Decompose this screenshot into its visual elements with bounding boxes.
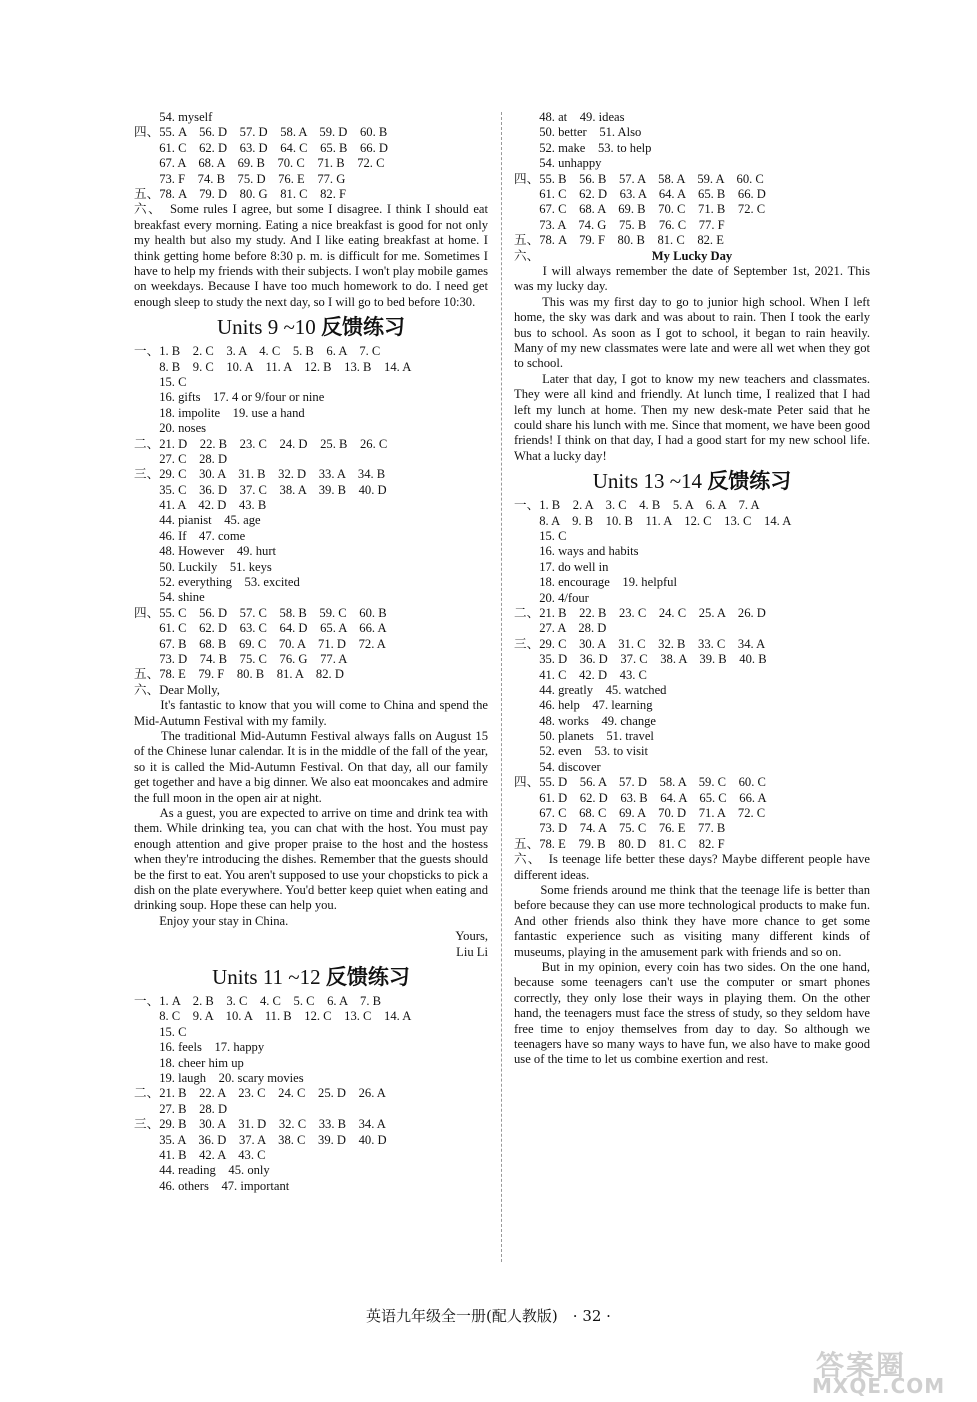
answer-line: 48. However 49. hurt [134, 544, 277, 559]
column-divider [501, 112, 502, 1262]
answer-line: 15. C [134, 1024, 187, 1039]
paragraph [514, 960, 870, 1068]
answer-line: 52. make 53. to help [514, 140, 652, 155]
answer-line: 二、21. B 22. A 23. C 24. C 25. D 26. A [134, 1086, 386, 1101]
answer-line: 二、21. B 22. B 23. C 24. C 25. A 26. D [514, 605, 766, 620]
answer-line: 50. Luckily 51. keys [134, 559, 272, 574]
section-label: 六、 [134, 202, 156, 217]
answer-line: 44. greatly 45. watched [514, 682, 667, 697]
paragraph-text: The traditional Mid-Autumn Festival always falls on August 15 of the Chinese lunar calendar. It is in the middle of the fall of the year, so it is called the Mid-Autumn Festival. On that day, all our family get together and have a big dinner. We also eat mooncakes and admire the full moon in the open air at night. [134, 729, 489, 805]
section-label: 六、 [514, 852, 536, 867]
answer-line: 67. A 68. A 69. B 70. C 71. B 72. C [134, 156, 385, 171]
answer-line: 61. C 62. D 63. C 64. D 65. A 66. A [134, 621, 387, 636]
answer-line: 54. myself [134, 110, 213, 124]
answer-line: 61. D 62. D 63. B 64. A 65. C 66. A [514, 790, 767, 805]
answer-line: 20. noses [134, 421, 207, 436]
answer-line: 67. B 68. B 69. C 70. A 71. D 72. A [134, 636, 386, 651]
letter-body [134, 698, 488, 929]
paragraph-text: Enjoy your stay in China. [159, 913, 289, 928]
essay-rules [134, 202, 488, 310]
answer-line: 41. B 42. A 43. C [134, 1148, 266, 1162]
paragraph-text: This was my first day to go to junior high school. When I left home, the sky was dark and was about to rain. Then I took the early bus to school. As soon as I got to school, it began to rain heavily. Many of my new classmates were late and were all wet when they got to school. [514, 294, 870, 371]
title-cn: 反馈练习 [321, 315, 406, 340]
answer-line: 四、55. B 56. B 57. A 58. A 59. A 60. C [514, 171, 764, 186]
paragraph [514, 852, 870, 883]
title-units: Units 11 ~12 [212, 965, 326, 990]
greeting: Dear Molly, [159, 682, 220, 697]
paragraph-text: I will always remember the date of September 1st, 2021. This was my lucky day. [514, 263, 871, 294]
essay-teenage-life [514, 852, 870, 1068]
essay-lucky-day [514, 264, 870, 464]
section-title-units-11-12 [134, 962, 488, 992]
answer-line: 三、29. B 30. A 31. D 32. C 33. B 34. A [134, 1117, 386, 1132]
book-title: 英语九年级全一册(配人教版) [366, 1307, 558, 1325]
answer-line: 五、78. A 79. F 80. B 81. C 82. E [514, 233, 724, 248]
answer-line: 27. C 28. D [134, 451, 228, 466]
left-column [134, 110, 488, 1194]
title-cn: 反馈练习 [325, 965, 410, 990]
watermark-logo [806, 1344, 966, 1396]
answer-block-top-right [514, 110, 870, 249]
answer-block-top-left [134, 110, 488, 202]
paragraph [134, 729, 488, 806]
section-label: 六、 [134, 682, 160, 697]
answer-line: 18. encourage 19. helpful [514, 575, 677, 590]
page-footer [0, 1305, 977, 1326]
letter-signature: Liu Li [456, 944, 488, 959]
watermark-bottom: MXQE.COM [812, 1374, 946, 1398]
answer-line: 18. cheer him up [134, 1055, 244, 1070]
answer-line: 五、78. E 79. F 80. B 81. A 82. D [134, 667, 344, 682]
answer-line: 73. D 74. B 75. C 76. G 77. A [134, 652, 348, 666]
answer-line: 一、1. A 2. B 3. C 4. C 5. C 6. A 7. B [134, 994, 382, 1009]
answer-line: 48. works 49. change [514, 713, 657, 728]
answer-line: 18. impolite 19. use a hand [134, 405, 305, 420]
answer-line: 17. do well in [514, 559, 609, 574]
section-label: 六、 [514, 248, 540, 263]
answer-line: 41. A 42. D 43. B [134, 498, 267, 513]
answer-line: 27. B 28. D [134, 1101, 228, 1116]
paragraph [134, 806, 488, 914]
answer-line: 73. D 74. A 75. C 76. E 77. B [514, 821, 726, 836]
answer-line: 15. C [134, 374, 187, 389]
letter-closing: Yours, [455, 929, 488, 944]
answer-line: 61. C 62. D 63. D 64. C 65. B 66. D [134, 140, 388, 155]
answer-line: 15. C [514, 528, 567, 543]
paragraph-text: Is teenage life better these days? Maybe different people have different ideas. [514, 852, 871, 882]
answer-line: 46. help 47. learning [514, 698, 653, 713]
answer-line: 一、1. B 2. A 3. C 4. B 5. A 6. A 7. A [514, 498, 760, 513]
answer-line: 54. shine [134, 590, 205, 605]
answer-line: 三、29. C 30. A 31. B 32. D 33. A 34. B [134, 467, 386, 482]
answer-line: 61. C 62. D 63. A 64. A 65. B 66. D [514, 186, 766, 201]
answer-line: 四、55. A 56. D 57. D 58. A 59. D 60. B [134, 125, 388, 140]
answer-line: 50. planets 51. travel [514, 729, 654, 744]
letter-greeting [134, 683, 488, 698]
answer-line: 52. everything 53. excited [134, 575, 300, 590]
title-cn: 反馈练习 [707, 469, 792, 494]
paragraph [514, 372, 870, 464]
answer-line: 20. 4/four [514, 590, 589, 605]
answer-line: 54. discover [514, 759, 601, 774]
answer-line: 35. A 36. D 37. A 38. C 39. D 40. D [134, 1132, 387, 1147]
answer-line: 73. F 74. B 75. D 76. E 77. G [134, 171, 346, 186]
answer-line: 19. laugh 20. scary movies [134, 1071, 304, 1086]
answer-line: 46. others 47. important [134, 1178, 290, 1193]
watermark-top: 答案圈 [816, 1349, 907, 1382]
page-number: · 32 · [572, 1307, 611, 1325]
answer-line: 41. C 42. D 43. C [514, 667, 647, 682]
paragraph-text: But in my opinion, every coin has two sides. On the one hand, because some teenagers can't use the computer or smart phones correctly, they only lose their ways in playing them. On the other hand, the teenagers must face the stress of study, so they seldom have free time to enjoy themselves from day to day. So although we teenagers have so many ways to have fun, we also have to make good use of the time to let us combine exertion and rest. [514, 960, 870, 1067]
answer-line: 44. reading 45. only [134, 1163, 270, 1178]
answer-line: 50. better 51. Also [514, 125, 642, 140]
answer-line: 67. C 68. A 69. B 70. C 71. B 72. C [514, 202, 766, 217]
paragraph [514, 295, 870, 372]
answer-line: 44. pianist 45. age [134, 513, 261, 528]
paragraph-text: As a guest, you are expected to arrive on time and drink tea with them. While drinking tea, you can chat with the host. You must pay enough attention and give proper praise to the host and the hostess when they're introducing the dishes. Remember that the guests should be the first to eat. You aren't supposed to use your chopsticks to pick a dish on the plate everywhere. You'd better keep quiet when eating and drinking soup. Hope these can help you. [134, 806, 489, 913]
answer-line: 五、78. E 79. B 80. D 81. C 82. F [514, 836, 725, 851]
right-column [514, 110, 870, 1068]
answer-line: 二、21. D 22. B 23. C 24. D 25. B 26. C [134, 436, 388, 451]
section-title-units-13-14 [514, 466, 870, 496]
answer-line: 16. ways and habits [514, 544, 639, 559]
section-title-units-9-10 [134, 312, 488, 342]
paragraph-text: It's fantastic to know that you will come to China and spend the Mid-Autumn Festival with my family. [134, 698, 488, 728]
answer-line: 27. A 28. D [514, 621, 607, 636]
answer-block-units-11-12 [134, 994, 488, 1194]
answer-line: 67. C 68. C 69. A 70. D 71. A 72. C [514, 806, 766, 821]
answer-line: 48. at 49. ideas [514, 110, 625, 124]
answer-line: 8. C 9. A 10. A 11. B 12. C 13. C 14. A [134, 1009, 412, 1024]
answer-line: 一、1. B 2. C 3. A 4. C 5. B 6. A 7. C [134, 344, 381, 359]
paragraph [134, 698, 488, 729]
answer-line: 54. unhappy [514, 156, 602, 171]
answer-line: 8. A 9. B 10. B 11. A 12. C 13. C 14. A [514, 513, 792, 528]
answer-block-units-13-14 [514, 498, 870, 852]
title-units: Units 13 ~14 [592, 469, 708, 494]
answer-block-units-9-10 [134, 344, 488, 683]
essay-text: Some rules I agree, but some I disagree. I think I should eat breakfast every morning. Eating a nice breakfast is good for not only my health but also my study. And I like eating breakfast at home. I think getting home before 8:30 p. m. is difficult for me. Sometimes I have to help my friends with their subjects. I won't play mobile games on weekdays. Because I have too much homework to do. I need get enough sleep to study the next day, so I will go to bed before 10:30. [134, 202, 489, 309]
answer-line: 16. feels 17. happy [134, 1040, 265, 1055]
paragraph-text: Later that day, I got to know my new teachers and classmates. They were all kind and friendly. At lunch time, I realized that I had left my lunch at home. Then my new desk-mate Peter said that he could share his lunch with me. Since that moment, we have been good friends! I think on that day, I had a good start for my new school life. What a lucky day! [514, 371, 870, 463]
paragraph-text: Some friends around me think that the teenage life is better than before because they can use more technological products to make fun. And other friends also think they have more chance to get some fantastic experience such as visiting many different kinds of museums, playing in the amusement park with friends and so on. [514, 883, 870, 959]
answer-line: 52. even 53. to visit [514, 744, 648, 759]
paragraph [514, 883, 870, 960]
essay-heading [514, 249, 870, 264]
paragraph [514, 264, 870, 295]
answer-line: 16. gifts 17. 4 or 9/four or nine [134, 390, 325, 405]
answer-line: 35. D 36. D 37. C 38. A 39. B 40. B [514, 652, 767, 667]
answer-line: 8. B 9. C 10. A 11. A 12. B 13. B 14. A [134, 359, 412, 374]
answer-line: 35. C 36. D 37. C 38. A 39. B 40. D [134, 482, 387, 497]
paragraph [134, 914, 488, 929]
answer-line: 五、78. A 79. D 80. G 81. C 82. F [134, 186, 347, 201]
answer-line: 三、29. C 30. A 31. C 32. B 33. C 34. A [514, 636, 766, 651]
essay-title: My Lucky Day [651, 248, 733, 263]
answer-line: 四、55. C 56. D 57. C 58. B 59. C 60. B [134, 605, 387, 620]
answer-line: 46. If 47. come [134, 528, 246, 543]
answer-line: 73. A 74. G 75. B 76. C 77. F [514, 217, 725, 232]
answer-line: 四、55. D 56. A 57. D 58. A 59. C 60. C [514, 775, 766, 790]
title-units: Units 9 ~10 [216, 315, 322, 340]
